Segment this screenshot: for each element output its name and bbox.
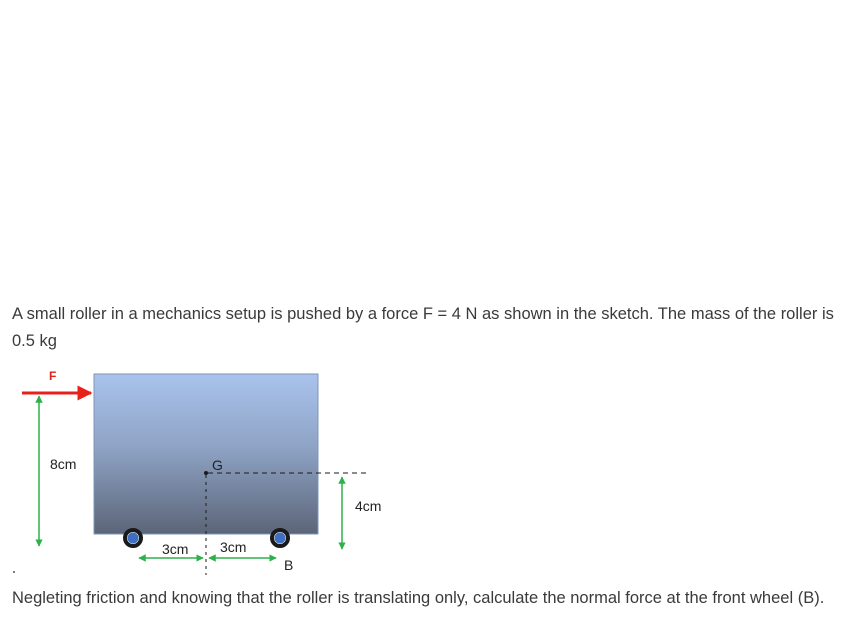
- left-distance-label: 3cm: [162, 541, 189, 557]
- rear-wheel-hub: [128, 533, 139, 544]
- front-wheel-hub: [275, 533, 286, 544]
- cg-label: G: [212, 457, 223, 473]
- wheel-b-label: B: [284, 557, 294, 573]
- problem-question-text: Negleting friction and knowing that the roller is translating only, calculate the normal force at the front wheel (B).: [12, 589, 825, 607]
- force-label: F: [49, 369, 57, 383]
- roller-diagram: [0, 360, 400, 580]
- right-distance-label: 3cm: [220, 539, 247, 555]
- cg-point: [204, 471, 208, 475]
- height-label: 8cm: [50, 456, 77, 472]
- problem-intro-text: A small roller in a mechanics setup is pushed by a force F = 4 N as shown in the sketch. The mass of the roller is 0.5 kg: [12, 305, 834, 350]
- bullet-dot: [13, 571, 15, 573]
- cg-height-label: 4cm: [355, 498, 382, 514]
